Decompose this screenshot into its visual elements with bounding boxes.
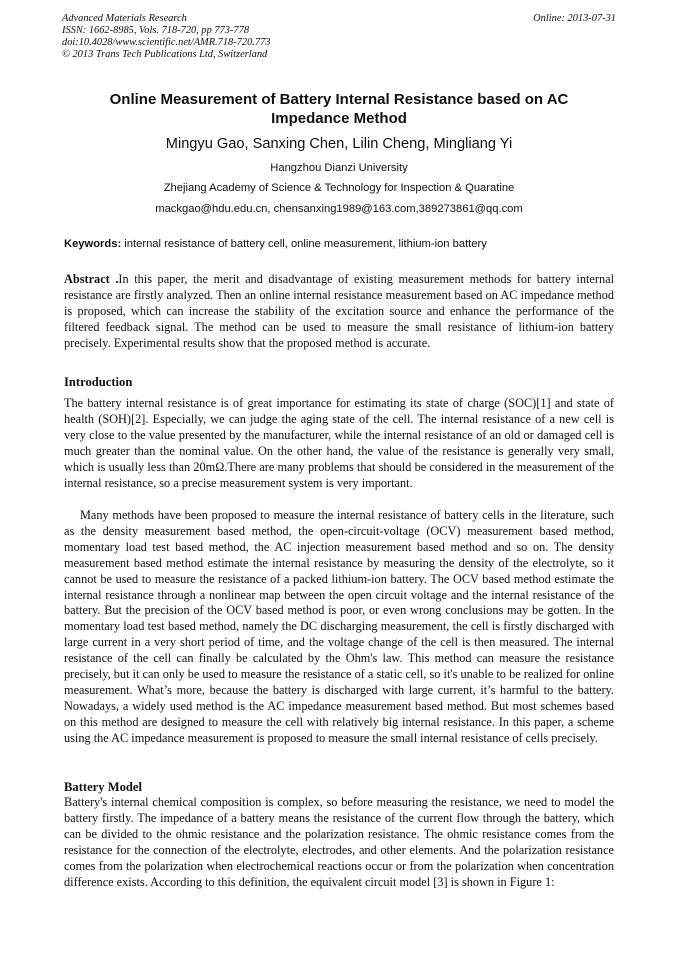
section-heading-introduction: Introduction [64,375,133,389]
battery-model-paragraph: Battery's internal chemical composition is complex, so before measuring the resistance, we need to model the battery firstly. The impedance of a battery means the resistance of the current flow through the battery, which can be divided to the ohmic resistance and the polarization resistance. The ohmic resistance comes from the resistance for the connection of the electrolyte, electrodes, and other elements. And the polarization resistance comes from the polarization when electrochemical reactions occur or from the polarization when concentration difference exists. According to this definition, the equivalent circuit model [3] is shown in Figure 1: [64,795,614,889]
keywords-block [64,237,616,251]
affiliation-2: Zhejiang Academy of Science & Technology for Inspection & Quaratine [163,182,515,194]
intro-paragraph-1: The battery internal resistance is of great importance for estimating its state of charge (SOC)[1] and state of health (SOH)[2]. Especially, we can judge the aging state of the cell. The internal resistance of a new cell is very close to the value presented by the manufacturer, while the internal resistance of an old or damaged cell is much greater than the nominal value. On the other hand, the value of the resistance is generally very small, which is usually less than 20mΩ.There are many problems that should be considered in the measurement of the internal resistance, so a precise measurement system is very important. [64,396,614,490]
keywords-label: Keywords: [64,238,122,250]
copyright-line: © 2013 Trans Tech Publications Ltd, Switzerland [62,49,268,60]
title-line-2: Impedance Method [271,110,407,127]
doi-line: doi:10.4028/www.scientific.net/AMR.718-720.773 [62,37,271,48]
affiliation-1: Hangzhou Dianzi University [270,162,408,174]
abstract-label: Abstract . [64,272,119,286]
journal-name: Advanced Materials Research [62,13,187,24]
author-list: Mingyu Gao, Sanxing Chen, Lilin Cheng, Mingliang Yi [165,136,513,152]
abstract-text: In this paper, the merit and disadvantage of existing measurement methods for battery internal resistance are firstly analyzed. Then an online internal resistance measurement based on AC impedance method is proposed, which can increase the stability of the excitation source and enhance the performance of the filtered feedback signal. The method can be used to measure the small resistance of lithium-ion battery precisely. Experimental results show that the proposed method is accurate. [64,272,614,350]
issn-line: ISSN: 1662-8985, Vols. 718-720, pp 773-778 [62,25,250,36]
intro-paragraph-2: Many methods have been proposed to measure the internal resistance of battery cells in the literature, such as the density measurement based method, the open-circuit-voltage (OCV) measurement based method, momentary load test based method, the AC injection measurement based method and so on. The density measurement based method estimate the internal resistance by measuring the density of the electrolyte, so it cannot be used to measure the resistance of a packed lithium-ion battery. The OCV based method estimate the internal resistance through a nonlinear map between the open circuit voltage and the internal resistance of the battery. But the precision of the OCV based method is poor, or even wrong conclusions may be gotten. In the momentary load test based method, namely the DC discharging measurement, the cell is firstly discharged with large current in a very short period of time, and the voltage change of the cell is then measured. The internal resistance of the cell can finally be calculated by the Ohm's law. This method can measure the resistance precisely, but it can only be used to measure the resistance of a static cell, so it's unable to be realized for online measurement. What’s more, because the battery is discharged with large current, it’s harmful to the battery. Nowadays, a widely used method is the AC impedance measurement based method. But most schemes based on this method are designed to measure the cell with relatively big internal resistance. In this paper, a scheme using the AC impedance measurement is proposed to measure the small internal resistance of cells precisely. [64,508,614,745]
keywords-text: internal resistance of battery cell, online measurement, lithium-ion battery [121,238,487,250]
paper-title [64,90,614,128]
author-emails: mackgao@hdu.edu.cn, chensanxing1989@163.com,389273861@qq.com [155,203,523,215]
journal-header [62,13,616,61]
online-date: Online: 2013-07-31 [533,13,616,24]
title-line-1: Online Measurement of Battery Internal Resistance based on AC [109,91,569,108]
section-heading-battery-model: Battery Model [64,780,142,794]
abstract-paragraph [64,272,614,352]
